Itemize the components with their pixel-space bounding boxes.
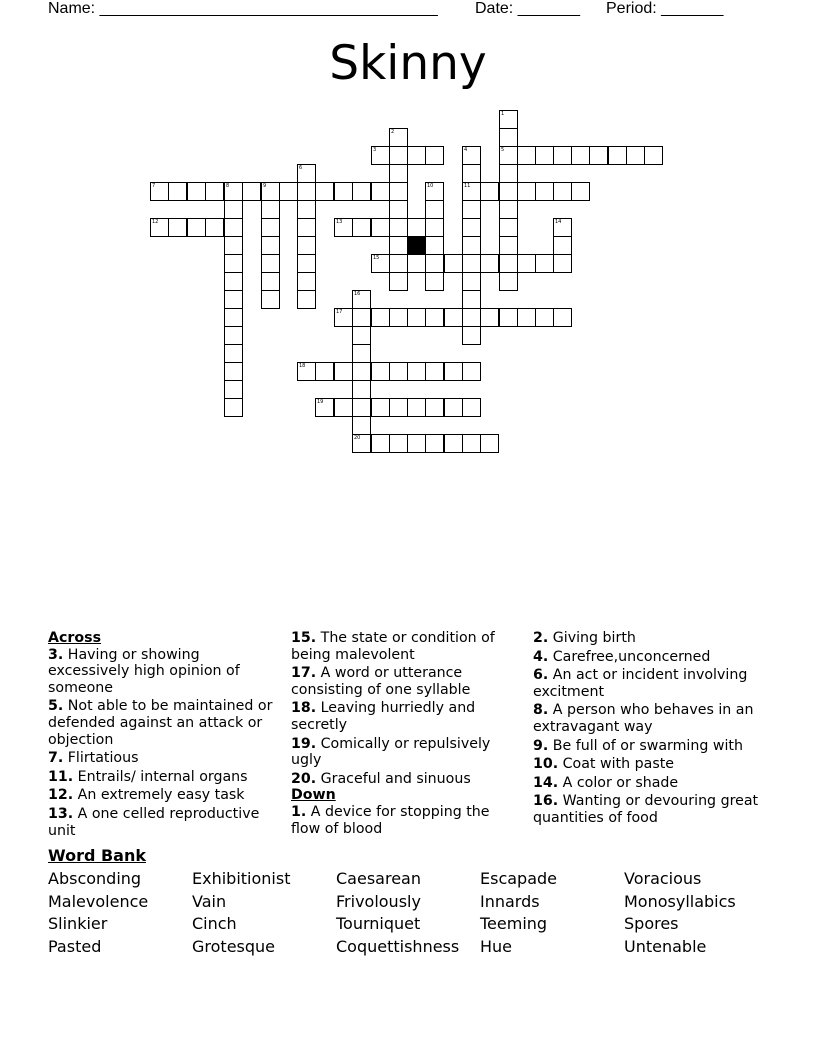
across-heading: Across bbox=[48, 630, 102, 646]
word-bank-word: Coquettishness bbox=[336, 936, 460, 956]
clue-number-label: 18. bbox=[291, 700, 317, 717]
clue bbox=[48, 769, 280, 786]
clue-text: Giving birth bbox=[548, 630, 636, 646]
clue bbox=[48, 787, 280, 804]
word-bank-word: Escapade bbox=[480, 869, 558, 888]
clue bbox=[533, 793, 765, 826]
grid-cell[interactable] bbox=[224, 200, 243, 219]
grid-cell[interactable] bbox=[499, 236, 518, 255]
grid-cell[interactable] bbox=[224, 236, 243, 255]
grid-cell[interactable] bbox=[444, 434, 463, 453]
down-heading: Down bbox=[291, 787, 336, 804]
clue bbox=[291, 665, 523, 698]
grid-cell[interactable] bbox=[425, 236, 444, 255]
clue-number-label: 9. bbox=[533, 737, 549, 754]
clues-column-1 bbox=[48, 630, 280, 839]
clue-text: Leaving hurriedly and secretly bbox=[291, 700, 476, 733]
word-bank-word: Untenable bbox=[624, 936, 707, 956]
grid-cell[interactable] bbox=[407, 362, 426, 381]
grid-cell[interactable] bbox=[553, 236, 572, 255]
clue-number-label: 15. bbox=[291, 630, 317, 646]
grid-cell[interactable] bbox=[371, 218, 390, 237]
grid-cell[interactable] bbox=[626, 146, 645, 165]
grid-cell[interactable] bbox=[425, 398, 444, 417]
grid-cell[interactable] bbox=[389, 164, 408, 183]
clue bbox=[291, 630, 523, 663]
grid-cell[interactable] bbox=[444, 308, 463, 327]
clue-number: 16 bbox=[354, 291, 361, 297]
grid-cell[interactable] bbox=[553, 182, 572, 201]
grid-cell[interactable] bbox=[425, 272, 444, 291]
clue-number-label: 12. bbox=[48, 787, 74, 804]
clue-text: A one celled reproductive unit bbox=[48, 805, 260, 839]
word-bank-word: Malevolence bbox=[48, 891, 149, 911]
grid-cell[interactable] bbox=[425, 254, 444, 273]
grid-cell[interactable] bbox=[224, 218, 243, 237]
clue-text: The state or condition of being malevolent bbox=[291, 630, 495, 663]
grid-cell[interactable] bbox=[297, 290, 316, 309]
grid-cell[interactable] bbox=[407, 398, 426, 417]
grid-cell[interactable] bbox=[444, 254, 463, 273]
clue-number: 6 bbox=[299, 165, 303, 171]
grid-cell[interactable] bbox=[371, 434, 390, 453]
grid-cell[interactable] bbox=[425, 308, 444, 327]
word-bank-word: Caesarean bbox=[336, 869, 421, 888]
grid-cell[interactable] bbox=[462, 362, 481, 381]
clue-text: A color or shade bbox=[558, 774, 679, 791]
grid-cell[interactable] bbox=[425, 200, 444, 219]
word-bank-word: Frivolously bbox=[336, 891, 421, 911]
clue-number: 18 bbox=[299, 363, 306, 369]
clues-column-2 bbox=[291, 630, 523, 837]
grid-cell[interactable] bbox=[389, 218, 408, 237]
grid-cell[interactable] bbox=[499, 164, 518, 183]
clue-number-label: 19. bbox=[291, 735, 317, 752]
grid-cell[interactable] bbox=[517, 308, 536, 327]
clue-text: Not able to be maintained or defended against an attack or objection bbox=[48, 698, 273, 748]
grid-cell[interactable] bbox=[499, 218, 518, 237]
word-bank-word: Pasted bbox=[48, 936, 102, 956]
word-bank-word: Tourniquet bbox=[336, 914, 421, 934]
grid-cell[interactable] bbox=[224, 344, 243, 363]
grid-cell[interactable] bbox=[608, 146, 627, 165]
grid-cell[interactable] bbox=[462, 236, 481, 255]
clue-text: Be full of or swarming with bbox=[548, 737, 743, 754]
grid-cell[interactable] bbox=[261, 272, 280, 291]
grid-cell[interactable] bbox=[371, 362, 390, 381]
grid-cell[interactable] bbox=[462, 218, 481, 237]
grid-cell[interactable] bbox=[389, 398, 408, 417]
grid-cell[interactable] bbox=[224, 326, 243, 345]
grid-cell[interactable] bbox=[499, 128, 518, 147]
grid-cell[interactable] bbox=[371, 182, 390, 201]
clue-number-label: 11. bbox=[48, 768, 74, 785]
clue-number: 15 bbox=[373, 255, 380, 261]
word-bank-word: Grotesque bbox=[192, 936, 276, 956]
clue-text: Wanting or devouring great quantities of food bbox=[533, 793, 759, 826]
word-bank-word: Monosyllabics bbox=[624, 891, 736, 911]
clue-number: 13 bbox=[336, 219, 343, 225]
clue-text: Having or showing excessively high opinion of someone bbox=[48, 646, 240, 696]
word-bank-word: Cinch bbox=[192, 914, 237, 934]
grid-cell[interactable] bbox=[389, 236, 408, 255]
word-bank-heading: Word Bank bbox=[48, 846, 147, 865]
grid-cell[interactable] bbox=[407, 146, 426, 165]
clue bbox=[533, 702, 765, 735]
grid-cell[interactable] bbox=[261, 200, 280, 219]
clue bbox=[48, 698, 280, 748]
clue-text: Entrails/ internal organs bbox=[73, 768, 248, 785]
grid-cell[interactable] bbox=[407, 308, 426, 327]
clue-number: 14 bbox=[555, 219, 562, 225]
clue bbox=[291, 771, 523, 788]
clue-number: 10 bbox=[427, 183, 434, 189]
grid-cell[interactable] bbox=[279, 182, 298, 201]
grid-cell[interactable] bbox=[352, 326, 371, 345]
grid-cell[interactable] bbox=[168, 182, 187, 201]
clue-number: 3 bbox=[373, 147, 377, 153]
grid-cell[interactable] bbox=[224, 398, 243, 417]
clue-number-label: 13. bbox=[48, 805, 74, 822]
grid-cell[interactable] bbox=[462, 434, 481, 453]
grid-cell[interactable] bbox=[297, 200, 316, 219]
grid-cell[interactable] bbox=[389, 254, 408, 273]
grid-cell[interactable] bbox=[297, 218, 316, 237]
word-bank-word: Absconding bbox=[48, 869, 142, 888]
grid-cell[interactable] bbox=[224, 380, 243, 399]
grid-cell[interactable] bbox=[517, 146, 536, 165]
clue-number-label: 20. bbox=[291, 770, 317, 787]
clue-number-label: 1. bbox=[291, 803, 307, 820]
clue bbox=[291, 736, 523, 769]
grid-cell[interactable] bbox=[517, 182, 536, 201]
grid-cell[interactable] bbox=[315, 182, 334, 201]
clue-number-label: 6. bbox=[533, 667, 549, 684]
grid-cell[interactable] bbox=[352, 380, 371, 399]
grid-cell[interactable] bbox=[571, 182, 590, 201]
grid-cell[interactable] bbox=[462, 272, 481, 291]
grid-cell[interactable] bbox=[261, 290, 280, 309]
page-title: Skinny bbox=[329, 36, 487, 91]
grid-cell[interactable] bbox=[352, 362, 371, 381]
clue-number: 20 bbox=[354, 435, 361, 441]
grid-cell[interactable] bbox=[352, 398, 371, 417]
grid-cell[interactable] bbox=[389, 308, 408, 327]
word-bank-word: Slinkier bbox=[48, 914, 108, 934]
grid-cell[interactable] bbox=[644, 146, 663, 165]
grid-cell[interactable] bbox=[480, 308, 499, 327]
grid-cell[interactable] bbox=[334, 398, 353, 417]
clue-number: 9 bbox=[263, 183, 267, 189]
grid-cell[interactable] bbox=[589, 146, 608, 165]
grid-cell[interactable] bbox=[297, 182, 316, 201]
clue-number: 5 bbox=[501, 147, 505, 153]
grid-cell[interactable] bbox=[425, 218, 444, 237]
grid-cell[interactable] bbox=[553, 146, 572, 165]
word-bank-word: Innards bbox=[480, 891, 540, 911]
clue-number-label: 3. bbox=[48, 646, 64, 663]
grid-cell[interactable] bbox=[261, 236, 280, 255]
grid-cell[interactable] bbox=[224, 362, 243, 381]
word-bank-word: Voracious bbox=[624, 869, 702, 888]
grid-cell[interactable] bbox=[425, 146, 444, 165]
grid-cell[interactable] bbox=[462, 254, 481, 273]
grid-cell[interactable] bbox=[499, 254, 518, 273]
grid-cell[interactable] bbox=[242, 182, 261, 201]
clue-number-label: 17. bbox=[291, 665, 317, 682]
clue-number-label: 14. bbox=[533, 774, 559, 791]
clue-number: 12 bbox=[152, 219, 159, 225]
clue-number: 1 bbox=[501, 111, 505, 117]
clue-text: A device for stopping the flow of blood bbox=[291, 803, 490, 837]
clue bbox=[533, 649, 765, 666]
grid-cell[interactable] bbox=[499, 182, 518, 201]
clue-number-label: 2. bbox=[533, 630, 549, 646]
clue-text: A person who behaves in an extravagant way bbox=[533, 702, 754, 735]
word-bank-column bbox=[480, 868, 557, 958]
clue-number: 7 bbox=[152, 183, 156, 189]
clue-number-label: 7. bbox=[48, 750, 64, 767]
clue-text: A word or utterance consisting of one syllable bbox=[291, 665, 471, 698]
grid-cell[interactable] bbox=[168, 218, 187, 237]
grid-cell[interactable] bbox=[444, 362, 463, 381]
grid-cell[interactable] bbox=[462, 326, 481, 345]
grid-cell[interactable] bbox=[407, 218, 426, 237]
clue-number-label: 4. bbox=[533, 648, 549, 665]
clue-text: An extremely easy task bbox=[73, 787, 245, 804]
grid-cell[interactable] bbox=[499, 200, 518, 219]
grid-cell[interactable] bbox=[352, 218, 371, 237]
grid-cell[interactable] bbox=[334, 362, 353, 381]
date-field-label: Date: _______ bbox=[475, 0, 580, 17]
grid-cell[interactable] bbox=[389, 200, 408, 219]
grid-cell-blocked bbox=[407, 236, 426, 255]
grid-cell[interactable] bbox=[261, 218, 280, 237]
clue bbox=[48, 806, 280, 839]
clue bbox=[533, 775, 765, 792]
grid-cell[interactable] bbox=[480, 254, 499, 273]
grid-cell[interactable] bbox=[499, 308, 518, 327]
grid-cell[interactable] bbox=[389, 146, 408, 165]
grid-cell[interactable] bbox=[297, 254, 316, 273]
grid-cell[interactable] bbox=[535, 254, 554, 273]
grid-cell[interactable] bbox=[297, 236, 316, 255]
clue bbox=[291, 804, 523, 837]
grid-cell[interactable] bbox=[371, 308, 390, 327]
clue-text: Coat with paste bbox=[558, 756, 674, 773]
grid-cell[interactable] bbox=[553, 254, 572, 273]
grid-cell[interactable] bbox=[352, 308, 371, 327]
word-bank-word: Hue bbox=[480, 936, 513, 956]
clue-number: 8 bbox=[226, 183, 230, 189]
grid-cell[interactable] bbox=[371, 398, 390, 417]
grid-cell[interactable] bbox=[462, 164, 481, 183]
period-field-label: Period: _______ bbox=[606, 0, 724, 17]
clue-number: 19 bbox=[317, 399, 324, 405]
clue-number: 17 bbox=[336, 309, 343, 315]
grid-cell[interactable] bbox=[389, 362, 408, 381]
name-field-label: Name: ______________________________________ bbox=[48, 0, 438, 17]
grid-cell[interactable] bbox=[224, 290, 243, 309]
grid-cell[interactable] bbox=[462, 308, 481, 327]
grid-cell[interactable] bbox=[535, 308, 554, 327]
word-bank-word: Teeming bbox=[480, 914, 548, 934]
grid-cell[interactable] bbox=[352, 416, 371, 435]
grid-cell[interactable] bbox=[334, 182, 353, 201]
clue bbox=[533, 667, 765, 700]
clue-text: Graceful and sinuous bbox=[316, 770, 471, 787]
grid-cell[interactable] bbox=[389, 182, 408, 201]
clue-text: Carefree,unconcerned bbox=[548, 648, 711, 665]
clue bbox=[291, 700, 523, 733]
clue-number-label: 16. bbox=[533, 793, 559, 810]
clue bbox=[48, 750, 280, 767]
clue-text: An act or incident involving excitment bbox=[533, 667, 748, 700]
grid-cell[interactable] bbox=[517, 254, 536, 273]
grid-cell[interactable] bbox=[389, 434, 408, 453]
grid-cell[interactable] bbox=[224, 308, 243, 327]
clue-number: 2 bbox=[391, 129, 395, 135]
grid-cell[interactable] bbox=[462, 290, 481, 309]
grid-cell[interactable] bbox=[425, 362, 444, 381]
grid-cell[interactable] bbox=[553, 308, 572, 327]
grid-cell[interactable] bbox=[444, 398, 463, 417]
grid-cell[interactable] bbox=[480, 434, 499, 453]
grid-cell[interactable] bbox=[261, 254, 280, 273]
clue-text: Comically or repulsively ugly bbox=[291, 735, 491, 769]
word-bank-column bbox=[336, 868, 459, 958]
grid-cell[interactable] bbox=[535, 146, 554, 165]
clue bbox=[533, 756, 765, 773]
grid-cell[interactable] bbox=[352, 344, 371, 363]
word-bank-column bbox=[48, 868, 148, 958]
grid-cell[interactable] bbox=[187, 182, 206, 201]
grid-cell[interactable] bbox=[407, 434, 426, 453]
grid-cell[interactable] bbox=[352, 182, 371, 201]
grid-cell[interactable] bbox=[407, 254, 426, 273]
word-bank-word: Exhibitionist bbox=[192, 869, 291, 888]
clue bbox=[48, 647, 280, 697]
grid-cell[interactable] bbox=[462, 398, 481, 417]
grid-cell[interactable] bbox=[389, 272, 408, 291]
grid-cell[interactable] bbox=[462, 200, 481, 219]
grid-cell[interactable] bbox=[187, 218, 206, 237]
word-bank-word: Vain bbox=[192, 891, 227, 911]
grid-cell[interactable] bbox=[535, 182, 554, 201]
clue-number-label: 8. bbox=[533, 702, 549, 719]
clue bbox=[533, 738, 765, 755]
grid-cell[interactable] bbox=[297, 272, 316, 291]
clue-number: 4 bbox=[464, 147, 468, 153]
grid-cell[interactable] bbox=[499, 272, 518, 291]
grid-cell[interactable] bbox=[571, 146, 590, 165]
word-bank-column bbox=[192, 868, 290, 958]
clue-number-label: 10. bbox=[533, 756, 559, 773]
grid-cell[interactable] bbox=[224, 272, 243, 291]
clue-number: 11 bbox=[464, 183, 471, 189]
word-bank-column bbox=[624, 868, 736, 958]
grid-cell[interactable] bbox=[224, 254, 243, 273]
grid-cell[interactable] bbox=[315, 362, 334, 381]
clue-number-label: 5. bbox=[48, 698, 64, 715]
grid-cell[interactable] bbox=[480, 182, 499, 201]
word-bank-word: Spores bbox=[624, 914, 679, 934]
clues-column-3 bbox=[533, 630, 765, 827]
grid-cell[interactable] bbox=[425, 434, 444, 453]
grid-cell[interactable] bbox=[205, 218, 224, 237]
clue-text: Flirtatious bbox=[63, 750, 139, 767]
clue bbox=[533, 630, 765, 647]
grid-cell[interactable] bbox=[205, 182, 224, 201]
